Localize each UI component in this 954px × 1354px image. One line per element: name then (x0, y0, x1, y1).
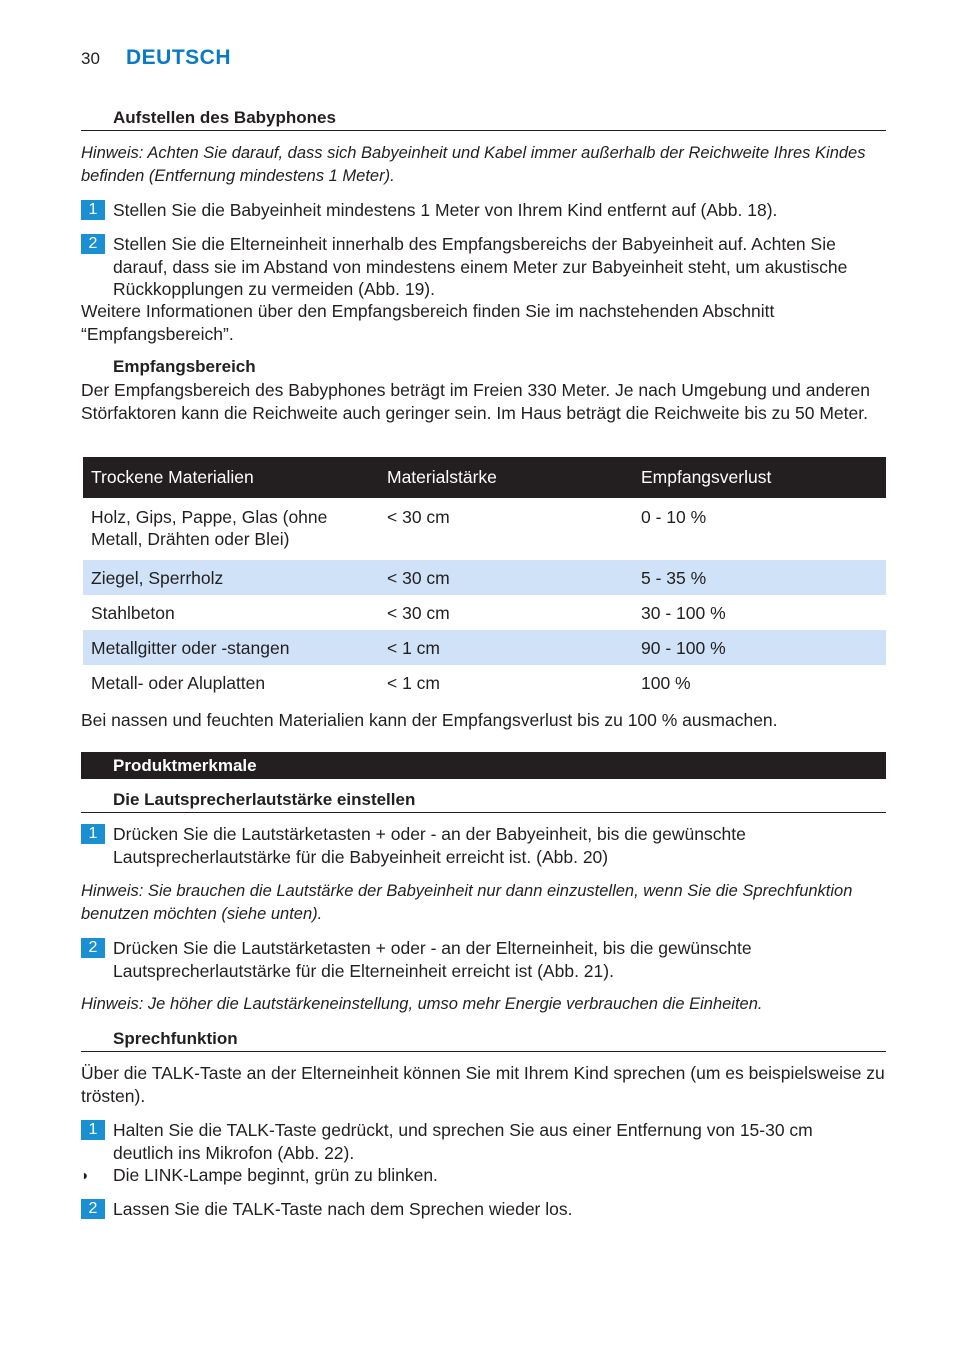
table-row (83, 498, 886, 560)
table-cell: < 1 cm (387, 673, 441, 693)
table-cell: 0 - 10 % (641, 507, 707, 527)
section-title: Die Lautsprecherlautstärke einstellen (113, 790, 416, 809)
setup-step-1 (81, 199, 891, 223)
table-header-cell: Trockene Materialien (83, 457, 379, 498)
range-text: Der Empfangsbereich des Babyphones beträgt im Freien 330 Meter. Je nach Umgebung und anderen Störfaktoren kann die Reichweite auch geringer sein. Im Haus beträgt die Reichweite bis zu 50 Meter. (81, 380, 870, 423)
step-text: Halten Sie die TALK-Taste gedrückt, und sprechen Sie aus einer Entfernung von 15-30 cm deutlich ins Mikrofon (Abb. 22). (113, 1120, 813, 1163)
step-text: Stellen Sie die Babyeinheit mindestens 1 Meter von Ihrem Kind entfernt auf (Abb. 18). (113, 200, 778, 220)
volume-note-1: Hinweis: Sie brauchen die Lautstärke der Babyeinheit nur dann einzustellen, wenn Sie die Sprechfunktion benutzen möchten (siehe unten). (81, 882, 853, 923)
talk-result (81, 1164, 891, 1188)
step-number-badge: 1 (81, 824, 105, 844)
range-loss-table (83, 457, 886, 700)
table-row (83, 630, 886, 665)
table-row (83, 595, 886, 630)
volume-step-1 (81, 823, 891, 869)
talk-step-1 (81, 1119, 891, 1165)
table-header-cell: Empfangsverlust (633, 457, 886, 498)
section-header-volume (81, 790, 886, 813)
table-cell: 90 - 100 % (633, 630, 886, 665)
step-number-badge: 1 (81, 1120, 105, 1140)
table-cell: < 30 cm (387, 507, 450, 527)
step-text: Stellen Sie die Elterneinheit innerhalb des Empfangsbereichs der Babyeinheit auf. Achten Sie darauf, dass sie im Abstand von mindestens einem Meter zur Babyeinheit steht, um akustische Rückkopplungen zu vermeiden (Abb. 19). (113, 234, 848, 299)
step-number-badge: 2 (81, 234, 105, 254)
wet-materials-note: Bei nassen und feuchten Materialien kann der Empfangsverlust bis zu 100 % ausmachen. (81, 710, 778, 730)
step-number-badge: 2 (81, 1199, 105, 1219)
talk-step-2 (81, 1198, 891, 1222)
language-heading: DEUTSCH (126, 46, 232, 69)
table-cell: 30 - 100 % (641, 603, 726, 623)
setup-step-2 (81, 233, 891, 301)
table-cell: 100 % (641, 673, 691, 693)
result-arrow-icon: ◗ (81, 1167, 90, 1183)
step-number-badge: 1 (81, 200, 105, 220)
section-title: Aufstellen des Babyphones (113, 108, 336, 127)
step-text: Drücken Sie die Lautstärketasten + oder - an der Elterneinheit, bis die gewünschte Lautsprecherlautstärke für die Elterneinheit erreicht ist (Abb. 21). (113, 938, 752, 981)
result-text: Die LINK-Lampe beginnt, grün zu blinken. (113, 1165, 438, 1185)
talk-intro: Über die TALK-Taste an der Elterneinheit können Sie mit Ihrem Kind sprechen (um es beispielsweise zu trösten). (81, 1063, 885, 1106)
section-title: Sprechfunktion (113, 1029, 238, 1048)
table-cell: 5 - 35 % (633, 560, 886, 595)
volume-note-2: Hinweis: Je höher die Lautstärkeneinstellung, umso mehr Energie verbrauchen die Einheiten. (81, 995, 763, 1013)
table-cell: Metallgitter oder -stangen (83, 630, 379, 665)
volume-step-2 (81, 937, 891, 983)
table-cell: < 30 cm (379, 560, 633, 595)
table-cell: < 30 cm (387, 603, 450, 623)
range-title: Empfangsbereich (113, 357, 256, 376)
table-header-cell: Materialstärke (379, 457, 633, 498)
page-number: 30 (81, 49, 100, 68)
setup-note: Hinweis: Achten Sie darauf, dass sich Babyeinheit und Kabel immer außerhalb der Reichweite Ihres Kindes befinden (Entfernung mindestens 1 Meter). (81, 144, 866, 185)
table-cell: Stahlbeton (91, 603, 175, 623)
table-row (83, 560, 886, 595)
table-cell: Holz, Gips, Pappe, Glas (ohne Metall, Drähten oder Blei) (91, 507, 328, 549)
step-text: Drücken Sie die Lautstärketasten + oder - an der Babyeinheit, bis die gewünschte Lautsprecherlautstärke für die Babyeinheit erreicht ist. (Abb. 20) (113, 824, 746, 867)
section-header-talk (81, 1029, 886, 1052)
step-number-badge: 2 (81, 938, 105, 958)
setup-more-info: Weitere Informationen über den Empfangsbereich finden Sie im nachstehenden Abschnitt “Empfangsbereich”. (81, 301, 775, 344)
section-bar-features (81, 752, 886, 779)
section-title: Produktmerkmale (113, 756, 257, 775)
section-header-setup (81, 108, 886, 131)
step-text: Lassen Sie die TALK-Taste nach dem Sprechen wieder los. (113, 1199, 573, 1219)
table-header-row (83, 457, 886, 498)
table-row (83, 665, 886, 700)
table-cell: < 1 cm (379, 630, 633, 665)
table-cell: Metall- oder Aluplatten (91, 673, 266, 693)
table-cell: Ziegel, Sperrholz (83, 560, 379, 595)
